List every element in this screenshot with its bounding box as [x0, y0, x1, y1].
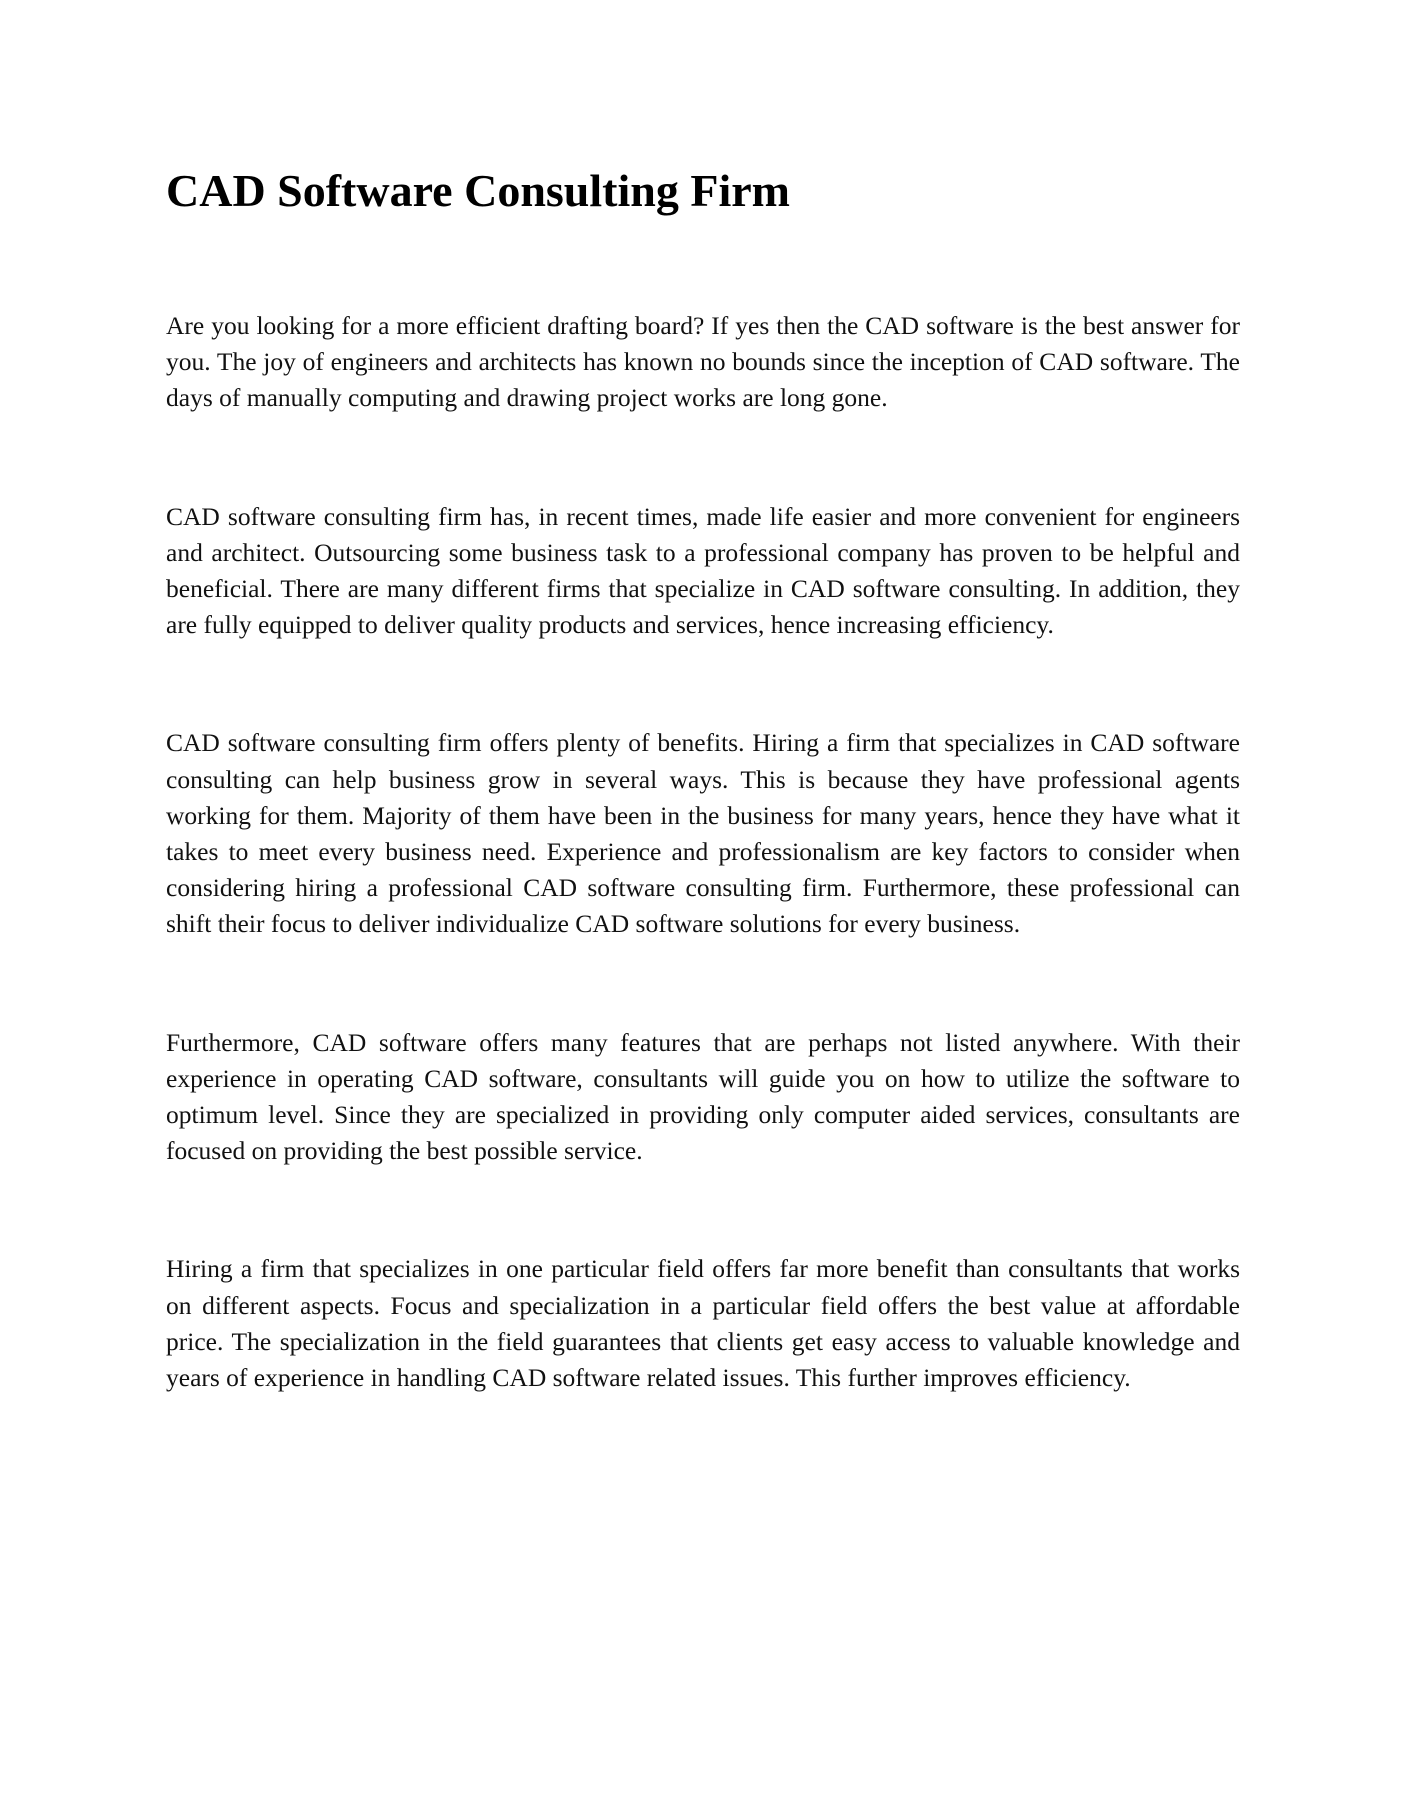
paragraph-intro: Are you looking for a more efficient drafting board? If yes then the CAD software is the best answer for you. The joy of engineers and architects has known no bounds since the inception of CAD software. The days of manually computing and drawing project works are long gone. — [166, 311, 1240, 413]
paragraph-specialization: Hiring a firm that specializes in one particular field offers far more benefit than consultants that works on different aspects. Focus and specialization in a particular field offers the best value at affordable price. The specialization in the field guarantees that clients get easy access to valuable knowledge and years of experience in handling CAD software related issues. This further improves efficiency. — [166, 1254, 1240, 1393]
paragraph-consulting-firm: CAD software consulting firm has, in recent times, made life easier and more convenient for engineers and architect. Outsourcing some business task to a professional company has proven to be helpful and beneficial. There are many different firms that specialize in CAD software consulting. In addition, they are fully equipped to deliver quality products and services, hence increasing efficiency. — [166, 501, 1240, 640]
paragraph-features: Furthermore, CAD software offers many features that are perhaps not listed anywhere. With their experience in operating CAD software, consultants will guide you on how to utilize the software to optimum level. Since they are specialized in providing only computer aided services, consultants are focused on providing the best possible service. — [166, 1027, 1240, 1166]
paragraph-benefits: CAD software consulting firm offers plenty of benefits. Hiring a firm that specializes in CAD software consulting can help business grow in several ways. This is because they have professional agents working for them. Majority of them have been in the business for many years, hence they have what it takes to meet every business need. Experience and professionalism are key factors to consider when considering hiring a professional CAD software consulting firm. Furthermore, these professional can shift their focus to deliver individualize CAD software solutions for every business. — [166, 728, 1240, 939]
document-title: CAD Software Consulting Firm — [166, 165, 790, 216]
document-body — [166, 162, 1240, 1396]
